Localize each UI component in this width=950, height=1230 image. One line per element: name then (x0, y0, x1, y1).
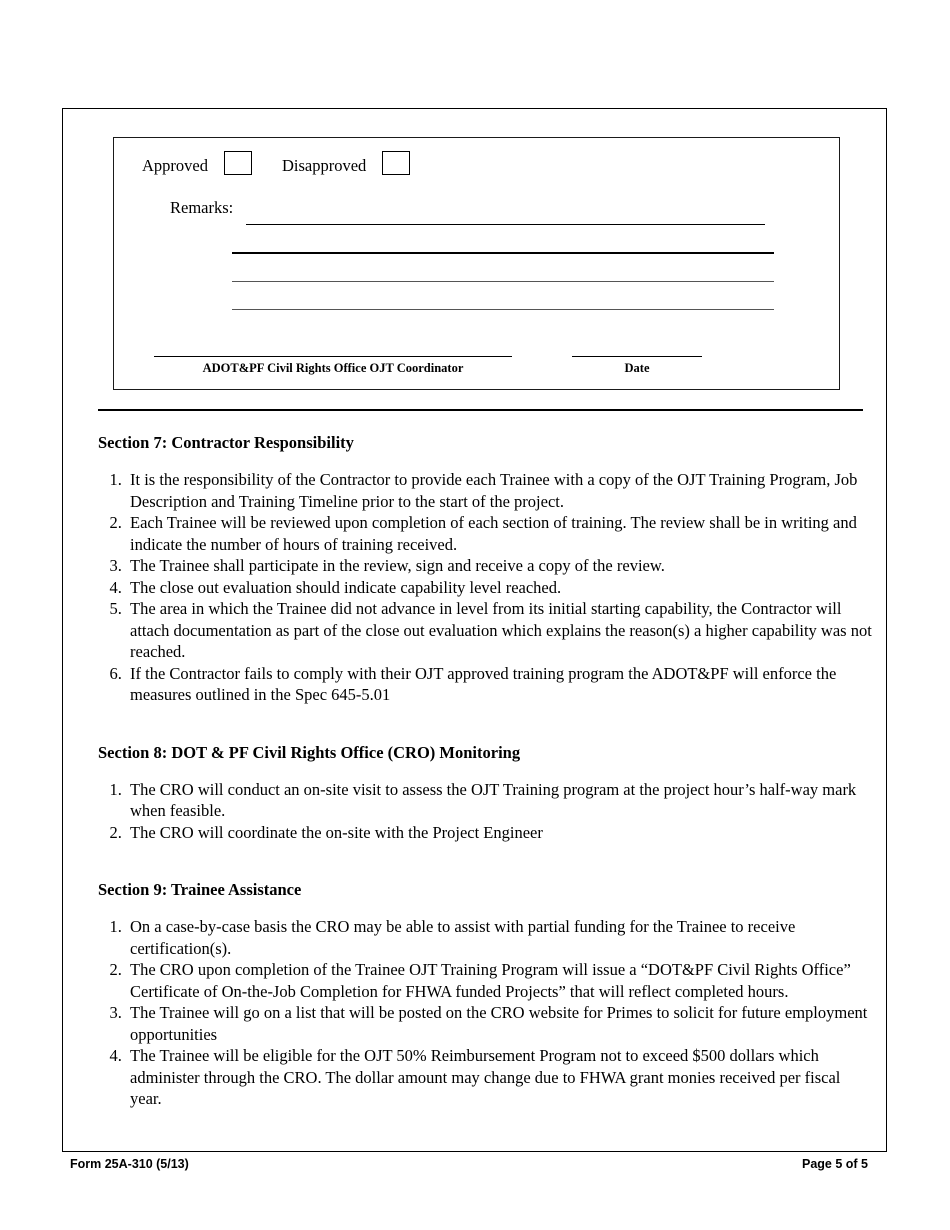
remarks-line-2[interactable] (232, 252, 774, 254)
section-9-list (98, 916, 873, 1110)
remarks-line-1[interactable] (246, 198, 765, 225)
section-7 (98, 433, 873, 706)
remarks-line-3[interactable] (232, 281, 774, 282)
form-number: Form 25A-310 (5/13) (70, 1157, 189, 1171)
list-item: 5. The area in which the Trainee did not advance in level from its initial starting capability, the Contractor will attach documentation as part of the close out evaluation which explains the reason(s) a higher capability was not reached. (126, 598, 873, 663)
date-line[interactable] (572, 356, 702, 357)
approval-box (113, 137, 840, 390)
section-7-title: Section 7: Contractor Responsibility (98, 433, 354, 452)
document-body (98, 433, 873, 1110)
remarks-line-4[interactable] (232, 309, 774, 310)
approval-row (142, 154, 839, 178)
section-8 (98, 743, 873, 844)
disapproved-checkbox[interactable] (382, 151, 410, 175)
list-item: 6. If the Contractor fails to comply with their OJT approved training program the ADOT&PF will enforce the measures outlined in the Spec 645-5.01 (126, 663, 873, 706)
list-item: 2. The CRO upon completion of the Trainee OJT Training Program will issue a “DOT&PF Civil Rights Office” Certificate of On-the-Job Completion for FHWA funded Projects” that will reflect completed hours. (126, 959, 873, 1002)
section-divider (98, 409, 863, 411)
list-item: 3. The Trainee will go on a list that will be posted on the CRO website for Primes to solicit for future employment opportunities (126, 1002, 873, 1045)
list-item: 4. The close out evaluation should indicate capability level reached. (126, 577, 873, 599)
list-item: 1. On a case-by-case basis the CRO may be able to assist with partial funding for the Trainee to receive certification(s). (126, 916, 873, 959)
section-8-title: Section 8: DOT & PF Civil Rights Office (CRO) Monitoring (98, 742, 521, 762)
page-footer (70, 1157, 868, 1171)
approved-label: Approved (142, 156, 208, 175)
date-block (572, 356, 702, 376)
list-item: 2. Each Trainee will be reviewed upon completion of each section of training. The review shall be in writing and indicate the number of hours of training received. (126, 512, 873, 555)
section-9 (98, 880, 873, 1110)
section-9-title: Section 9: Trainee Assistance (98, 880, 302, 899)
list-item: 4. The Trainee will be eligible for the OJT 50% Reimbursement Program not to exceed $500 dollars which administer through the CRO. The dollar amount may change due to FHWA grant monies received per fiscal year. (126, 1045, 873, 1110)
list-item: 2. The CRO will coordinate the on-site with the Project Engineer (126, 822, 873, 844)
list-item: 1. It is the responsibility of the Contractor to provide each Trainee with a copy of the OJT Training Program, Job Description and Training Timeline prior to the start of the project. (126, 469, 873, 512)
disapproved-label: Disapproved (281, 156, 367, 175)
approved-checkbox[interactable] (224, 151, 252, 175)
section-7-list (98, 469, 873, 706)
list-item: 3. The Trainee shall participate in the review, sign and receive a copy of the review. (126, 555, 873, 577)
section-8-list (98, 779, 873, 844)
document-page (62, 108, 887, 1152)
remarks-label: Remarks: (170, 198, 234, 217)
date-label: Date (624, 361, 650, 375)
coordinator-signature-line[interactable] (154, 356, 512, 357)
coordinator-signature-label: ADOT&PF Civil Rights Office OJT Coordinator (202, 361, 464, 375)
coordinator-signature-block (154, 356, 512, 376)
page-number: Page 5 of 5 (802, 1157, 868, 1171)
list-item: 1. The CRO will conduct an on-site visit to assess the OJT Training program at the project hour’s half-way mark when feasible. (126, 779, 873, 822)
remarks-row (170, 198, 839, 225)
signature-row (114, 356, 839, 376)
